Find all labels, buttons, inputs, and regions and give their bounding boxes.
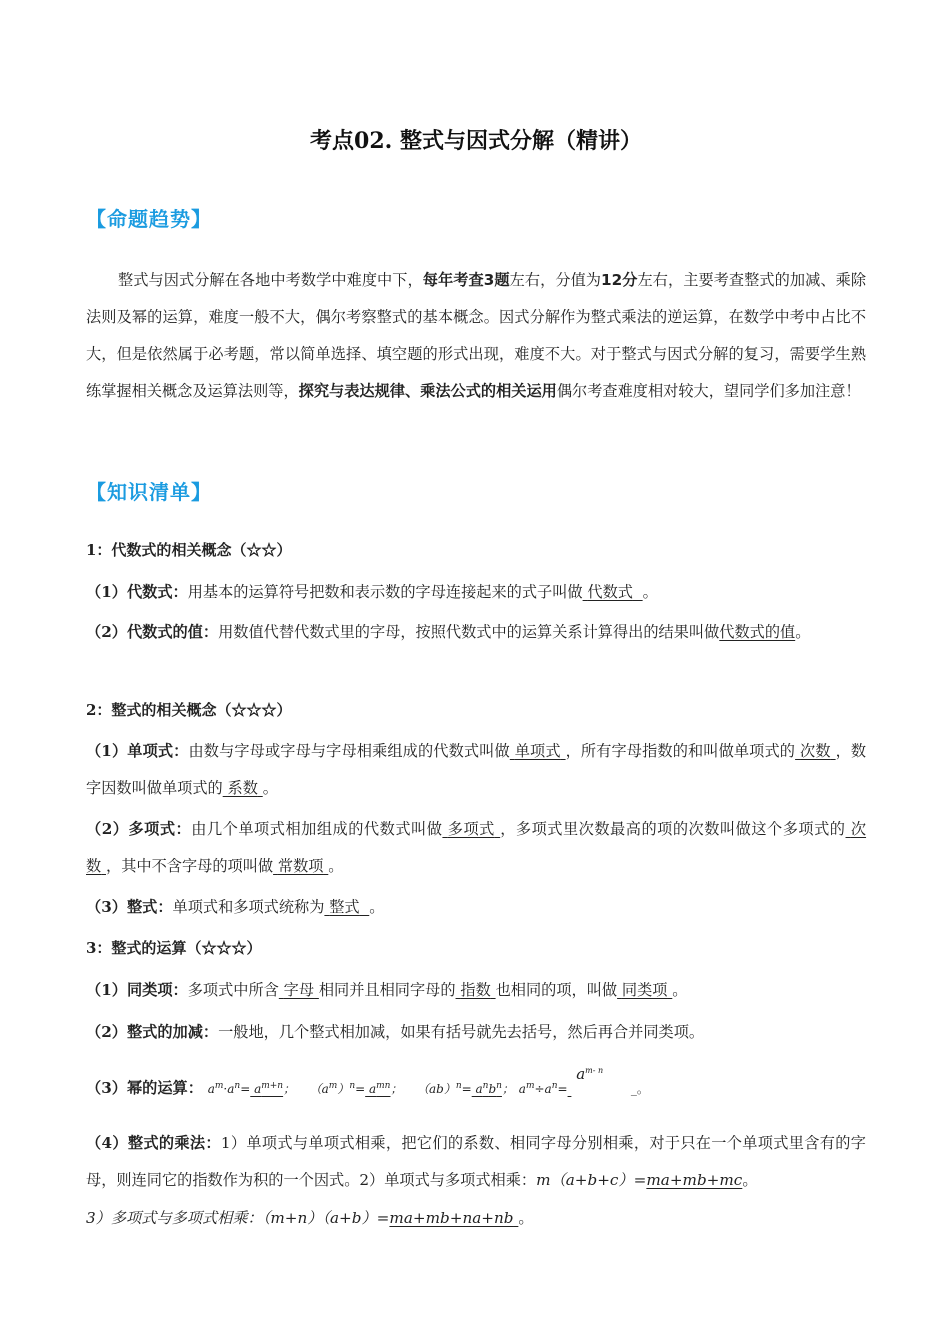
power-rule-3: $(ab)^n= a^nb^n$；	[416, 1081, 514, 1096]
item-label: （1）单项式：	[86, 742, 189, 760]
item-text: ，其中不含字母的项叫做	[106, 857, 274, 875]
blank-text: 多项式	[447, 820, 495, 838]
item-1-2	[86, 614, 866, 651]
item-label: （2）代数式的值：	[86, 623, 219, 641]
blank-answer	[324, 898, 369, 916]
trend-text-c: 左右，主要考查整式的加减、乘除法则及幂的运算，难度一般不大，偶尔考察整式的基本概念。因式分解作为整式乘法的逆运算，在数学中考中占比不大，但是依然属于必考题，常以简单选择、填空题的形式出现，难度不大。对于整式与因式分解的复习，需要学生熟练掌握相关概念及运算法则等，	[86, 271, 867, 400]
item-end: 。	[795, 623, 811, 641]
power-rule-1: $a^m\cdot a^n= a^{m+n}$；	[207, 1081, 296, 1096]
power-rule-2: $(a^m)^n= a^{mn}$；	[309, 1081, 403, 1096]
item-text: 1）单项式与单项式相乘，把它们的系数、相同字母分别相乘，对于只在一个单项式里含有的字母，则连同它的指数作为积的一个因式。2）单项式与多项式相乘：	[86, 1134, 866, 1189]
subheading-1: 1：代数式的相关概念（☆☆）	[86, 541, 292, 559]
item-text: 由几个单项式相加组成的代数式叫做	[191, 820, 443, 838]
item-end: 。	[742, 1171, 758, 1189]
trend-bold-score: 12分	[601, 271, 638, 289]
subheading-2: 2：整式的相关概念（☆☆☆）	[86, 701, 292, 719]
item-label: （3）幂的运算：	[86, 1079, 203, 1097]
subheading-3: 3：整式的运算（☆☆☆）	[86, 939, 262, 957]
trend-paragraph	[86, 262, 866, 410]
item-2-1	[86, 733, 866, 807]
blank-answer	[456, 981, 496, 999]
section-heading-trend: 【命题趋势】	[86, 207, 212, 231]
trend-text-b: 左右，分值为	[509, 271, 602, 289]
item-text: 一般地，几个整式相加减，如果有括号就先去括号，然后再合并同类项。	[218, 1023, 705, 1041]
page-title: 考点02. 整式与因式分解（精讲）	[310, 128, 642, 154]
trend-bold-count: 每年考查3题	[422, 271, 510, 289]
section-heading-knowledge: 【知识清单】	[86, 480, 212, 504]
item-label: （1）代数式：	[86, 583, 188, 601]
item-3-3	[86, 1065, 866, 1101]
blank-text: 字母	[283, 981, 315, 999]
item-3-1	[86, 978, 866, 1002]
item-end: 。	[672, 981, 688, 999]
item-3-2	[86, 1020, 866, 1044]
trend-text-d: 偶尔考查难度相对较大，望同学们多加注意！	[556, 382, 861, 400]
blank-text: 系数	[227, 779, 258, 797]
item-end: 。	[642, 583, 658, 601]
item-label: （2）整式的加减：	[86, 1023, 219, 1041]
blank-text: ma+mb+na+nb	[389, 1209, 514, 1227]
trend-bold-focus: 探究与表达规律、乘法公式的相关运用	[298, 382, 557, 400]
trend-text: 整式与因式分解在各地中考数学中难度中下，	[118, 271, 423, 289]
item-text: 相同并且相同字母的	[318, 981, 456, 999]
blank-answer	[442, 820, 500, 838]
item-2-3	[86, 895, 866, 919]
item-1-1	[86, 580, 866, 604]
blank-text: 次数	[86, 820, 867, 875]
item-label: （3）整式：	[86, 898, 173, 916]
blank-answer	[617, 981, 672, 999]
item-text: 也相同的项，叫做	[495, 981, 618, 999]
power-rule-4: $a^m\div a^n=$	[518, 1081, 568, 1096]
item-3-4-continued	[86, 1206, 866, 1230]
math-expression: 3）多项式与多项式相乘：（m+n）（a+b）=	[86, 1209, 390, 1227]
item-text: ，数字因数叫做单项式的	[86, 742, 867, 797]
item-label: （2）多项式：	[86, 820, 192, 838]
blank-answer: ma+mb+mc	[646, 1171, 743, 1189]
blank-text: 次数	[800, 742, 831, 760]
blank-answer	[510, 742, 566, 760]
blank-text: 代数式	[587, 583, 633, 601]
item-label: （1）同类项：	[86, 981, 188, 999]
item-text: 用数值代替代数式里的字母，按照代数式中的运算关系计算得出的结果叫做	[218, 623, 720, 641]
power-rule-4-end: _。	[607, 1082, 649, 1096]
item-2-2	[86, 811, 866, 885]
blank-answer	[273, 857, 328, 875]
item-text: 用基本的运算符号把数和表示数的字母连接起来的式子叫做	[187, 583, 583, 601]
item-end: 。	[262, 779, 278, 797]
item-text: 多项式中所含	[187, 981, 279, 999]
item-3-4	[86, 1125, 866, 1199]
blank-text: 指数	[460, 981, 491, 999]
blank-answer	[795, 742, 836, 760]
math-expression: m（a+b+c）=	[536, 1171, 647, 1189]
blank-answer	[223, 779, 263, 797]
item-text: ，所有字母指数的和叫做单项式的	[565, 742, 796, 760]
item-text: 由数与字母或字母与字母相乘组成的代数式叫做	[188, 742, 510, 760]
blank-answer	[583, 583, 643, 601]
blank-text: 整式	[329, 898, 360, 916]
blank-text: 单项式	[514, 742, 561, 760]
item-end: 。	[369, 898, 385, 916]
item-label: （4）整式的乘法：	[86, 1134, 221, 1152]
power-rule-4-answer: $a^{m- n}$	[576, 1065, 604, 1083]
blank-text: 常数项	[277, 857, 324, 875]
item-end: 。	[328, 857, 344, 875]
item-text: 单项式和多项式统称为	[172, 898, 325, 916]
blank-text: 同类项	[621, 981, 668, 999]
item-text: ，多项式里次数最高的项的次数叫做这个多项式的	[500, 820, 846, 838]
item-end: 。	[518, 1209, 534, 1227]
blank-answer: 代数式的值	[719, 623, 796, 641]
blank-answer	[279, 981, 319, 999]
blank-answer	[389, 1209, 518, 1227]
